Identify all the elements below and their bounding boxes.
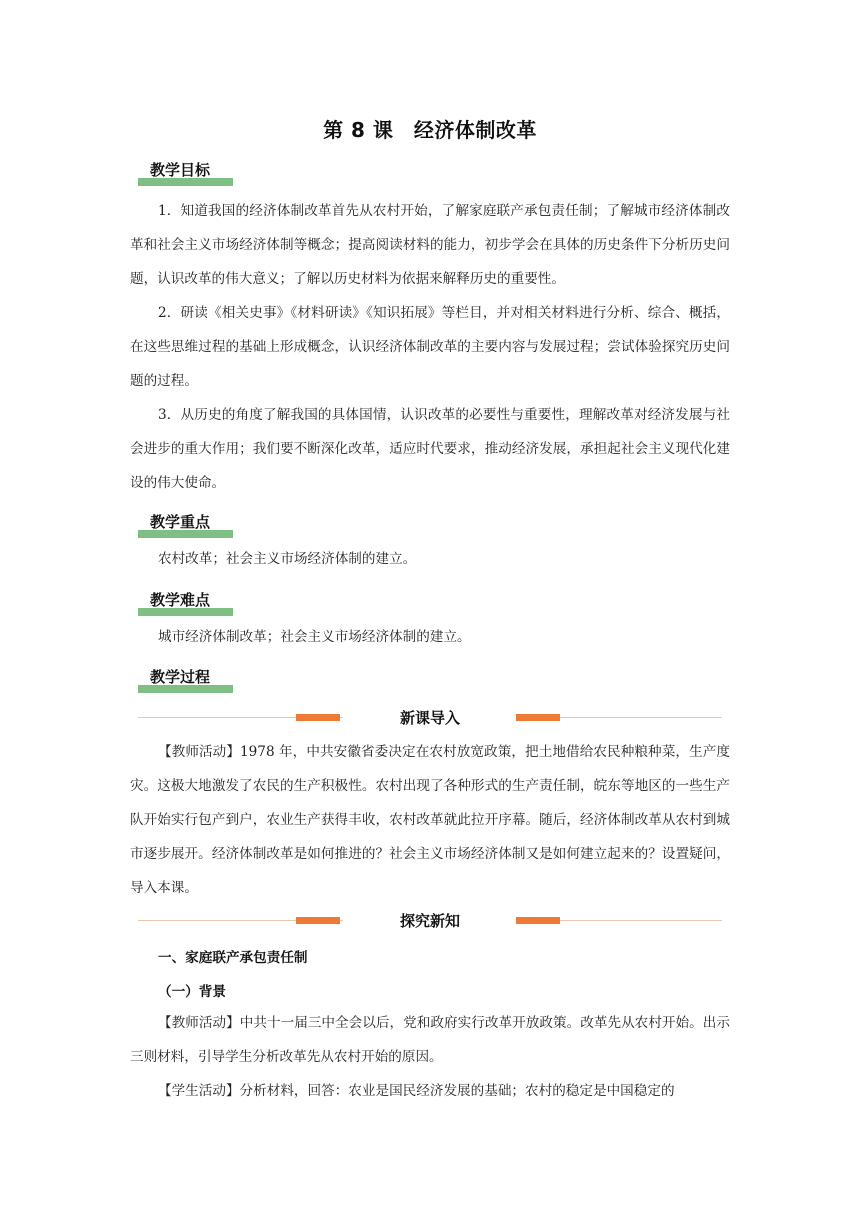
explore-divider [138,911,722,931]
explore-divider-label: 探究新知 [399,912,460,930]
divider-block-right [516,714,560,721]
lesson-title: 第 8 课 经济体制改革 [323,118,537,142]
teacher-activity-text: 【教师活动】中共十一届三中全会以后，党和政府实行改革开放政策。改革先从农村开始。出示三则材料，引导学生分析改革先从农村开始的原因。 [130,1015,730,1065]
intro-divider [138,708,722,728]
intro-text: 【教师活动】1978 年，中共安徽省委决定在农村放宽政策，把土地借给农民种粮种菜，生产度灾。这极大地激发了农民的生产积极性。农村出现了各种形式的生产责任制，皖东等地区的一些生产队开始实行包产到户，农业生产获得丰收，农村改革就此拉开序幕。随后，经济体制改革从农村到城市逐步展开。经济体制改革是如何推进的？社会主义市场经济体制又是如何建立起来的？设置疑问，导入本课。 [130,744,730,896]
difficulties-heading [138,590,233,616]
intro-divider-label: 新课导入 [399,709,460,727]
objective-item-2: 2．研读《相关史事》《材料研读》《知识拓展》等栏目，并对相关材料进行分析、综合、概括，在这些思维过程的基础上形成概念，认识经济体制改革的主要内容与发展过程；尝试体验探究历史问题的过程。 [130,305,730,389]
objective-item-1: 1．知道我国的经济体制改革首先从农村开始，了解家庭联产承包责任制；了解城市经济体制改革和社会主义市场经济体制等概念；提高阅读材料的能力，初步学会在具体的历史条件下分析历史问题，认识改革的伟大意义；了解以历史材料为依据来解释历史的重要性。 [130,203,730,287]
difficulties-heading-label: 教学难点 [150,591,211,609]
divider-block-left [296,917,340,924]
objective-item-3: 3．从历史的角度了解我国的具体国情，认识改革的必要性与重要性，理解改革对经济发展与社会进步的重大作用；我们要不断深化改革，适应时代要求，推动经济发展，承担起社会主义现代化建设的伟大使命。 [130,407,730,491]
key-points-text: 农村改革；社会主义市场经济体制的建立。 [158,551,417,567]
divider-block-left [296,714,340,721]
objectives-heading-label: 教学目标 [150,161,211,179]
objectives-heading [138,160,233,186]
key-points-heading [138,512,233,538]
difficulties-text: 城市经济体制改革；社会主义市场经济体制的建立。 [158,629,471,645]
process-heading [138,667,233,693]
divider-block-right [516,917,560,924]
key-points-heading-label: 教学重点 [150,513,211,531]
section1-subtitle: （一）背景 [158,984,226,1000]
section1-title: 一、家庭联产承包责任制 [158,950,308,966]
process-heading-label: 教学过程 [150,668,211,686]
student-activity-text: 【学生活动】分析材料，回答：农业是国民经济发展的基础；农村的稳定是中国稳定的 [158,1083,675,1099]
